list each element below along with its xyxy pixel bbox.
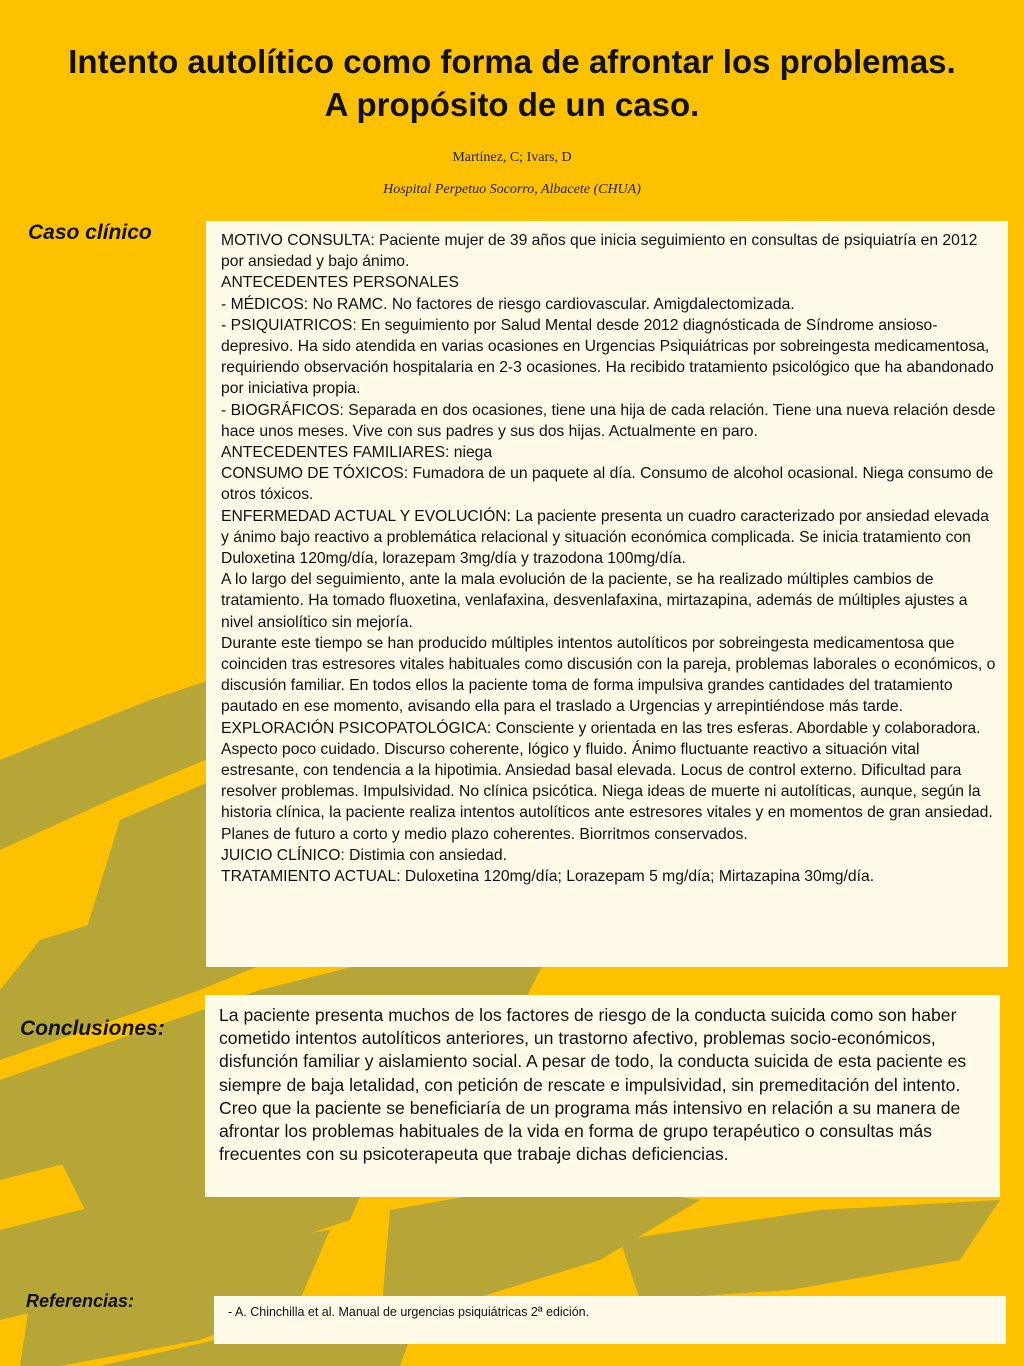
caso-paragraph: ANTECEDENTES FAMILIARES: niega xyxy=(221,444,493,462)
caso-paragraph: EXPLORACIÓN PSICOPATOLÓGICA: Consciente y orientada en las tres esferas. Abordable y colaboradora. Aspecto poco cuidado. Discurso coherente, lógico y fluido. Ánimo fluctuante reactivo a situación vital estresante, con tendencia a la hipotimia. Ansiedad basal elevada. Locus de control externo. Dificultad para resolver problemas. Impulsividad. No clínica psicótica. Niega ideas de muerte ni autolíticas, aunque, según la historia clínica, la paciente realiza intentos autolíticos ante estresores vitales y en momentos de gran ansiedad. Planes de futuro a corto y medio plazo coherentes. Biorritmos conservados. xyxy=(221,719,993,843)
caso-paragraph: CONSUMO DE TÓXICOS: Fumadora de un paquete al día. Consumo de alcohol ocasional. Niega consumo de otros tóxicos. xyxy=(221,465,994,504)
section-label-caso-clinico: Caso clínico xyxy=(28,221,152,244)
caso-paragraph: MOTIVO CONSULTA: Paciente mujer de 39 años que inicia seguimiento en consultas de psiquiatría en 2012 por ansiedad y bajo ánimo. xyxy=(221,232,978,271)
poster-title: Intento autolítico como forma de afrontar los problemas. A propósito de un caso. xyxy=(68,43,956,123)
caso-clinico-box xyxy=(206,221,1008,967)
caso-paragraph: Durante este tiempo se han producido múltiples intentos autolíticos por sobreingesta medicamentosa que coinciden tras estresores vitales habituales como discusión con la pareja, problemas laborales o económicos, o discusión familiar. En todos ellos la paciente toma de forma impulsiva grandes cantidades del tratamiento pautado en ese momento, avisando ella para el traslado a Urgencias y arrepintiéndose más tarde. xyxy=(221,634,996,716)
section-label-conclusiones: Conclusiones: xyxy=(20,1017,165,1040)
caso-paragraph: A lo largo del seguimiento, ante la mala evolución de la paciente, se ha realizado múltiples cambios de tratamiento. Ha tomado fluoxetina, venlafaxina, desvenlafaxina, mirtazapina, además de múltiples ajustes a nivel ansiolítico sin mejoría. xyxy=(221,571,968,631)
caso-paragraph: JUICIO CLÍNICO: Distimia con ansiedad. xyxy=(221,846,507,864)
reference-item: - A. Chinchilla et al. Manual de urgencias psiquiátricas 2ª edición. xyxy=(228,1305,590,1319)
affiliation: Hospital Perpetuo Socorro, Albacete (CHUA) xyxy=(383,182,641,197)
authors: Martínez, C; Ivars, D xyxy=(452,150,572,165)
caso-paragraph: ANTECEDENTES PERSONALES xyxy=(221,274,459,292)
conclusiones-paragraph: La paciente presenta muchos de los factores de riesgo de la conducta suicida como son haber cometido intentos autolíticos anteriores, un trastorno afectivo, problemas socio-económicos, disfunción familiar y aislamiento social. A pesar de todo, la conducta suicida de esta paciente es siempre de baja letalidad, con petición de rescate e impulsividad, sin premeditación del intento. xyxy=(219,1005,967,1095)
caso-paragraph: - MÉDICOS: No RAMC. No factores de riesgo cardiovascular. Amigdalectomizada. xyxy=(221,295,795,313)
conclusiones-paragraph: Creo que la paciente se beneficiaría de un programa más intensivo en relación a su manera de afrontar los problemas habituales de la vida en forma de grupo terapéutico o consultas más frecuentes con su psicoterapeuta que trabaje dichas deficiencias. xyxy=(219,1097,961,1165)
caso-paragraph: - BIOGRÁFICOS: Separada en dos ocasiones, tiene una hija de cada relación. Tiene una nueva relación desde hace unos meses. Vive con sus padres y sus dos hijas. Actualmente en paro. xyxy=(221,401,996,440)
referencias-box xyxy=(214,1296,1006,1344)
caso-paragraph: - PSIQUIATRICOS: En seguimiento por Salud Mental desde 2012 diagnósticada de Síndrome ansioso-depresivo. Ha sido atendida en varias ocasiones en Urgencias Psiquiátricas por sobreingesta medicamentosa, requiriendo observación hospitalaria en 2-3 ocasiones. Ha recibido tratamiento psicológico que ha abandonado por iniciativa propia. xyxy=(221,316,994,398)
conclusiones-box xyxy=(205,995,1000,1197)
caso-paragraph: TRATAMIENTO ACTUAL: Duloxetina 120mg/día; Lorazepam 5 mg/día; Mirtazapina 30mg/día. xyxy=(221,868,875,886)
section-label-referencias: Referencias: xyxy=(26,1291,135,1311)
caso-paragraph: ENFERMEDAD ACTUAL Y EVOLUCIÓN: La paciente presenta un cuadro caracterizado por ansiedad elevada y ánimo bajo reactivo a problemática relacional y situación económica complicada. Se inicia tratamiento con Duloxetina 120mg/día, lorazepam 3mg/día y trazodona 100mg/día. xyxy=(221,507,989,568)
